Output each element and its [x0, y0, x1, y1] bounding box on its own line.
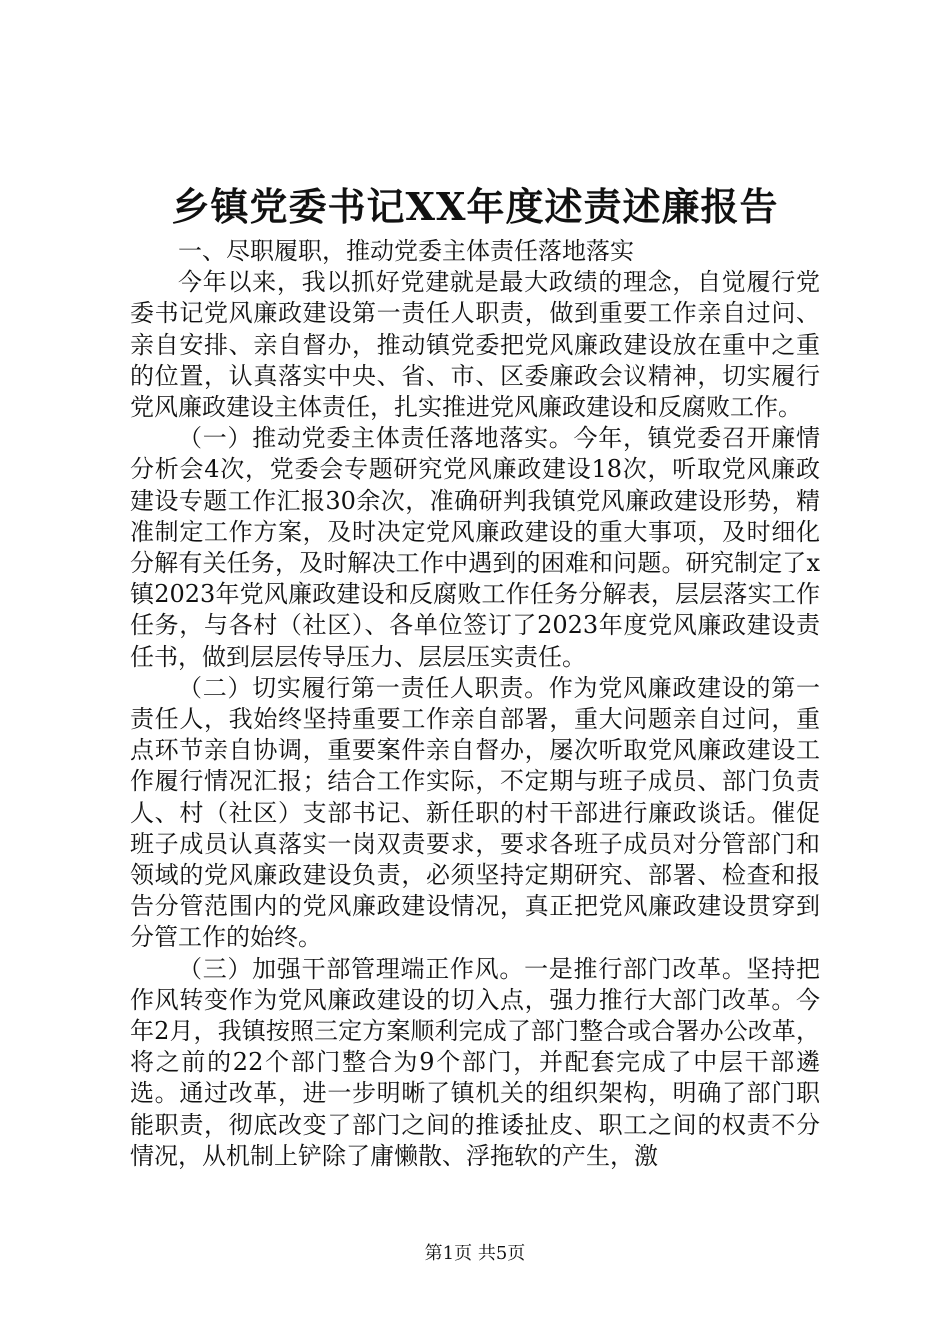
document-body — [130, 236, 820, 1172]
page-number-footer: 第1页 共5页 — [424, 1243, 526, 1264]
paragraph-item-3: （三）加强干部管理端正作风。一是推行部门改革。坚持把作风转变作为党风廉政建设的切入点，强力推行大部门改革。今年2月，我镇按照三定方案顺利完成了部门整合或合署办公改革，将之前的22个部门整合为9个部门，并配套完成了中层干部遴选。通过改革，进一步明晰了镇机关的组织架构，明确了部门职能职责，彻底改变了部门之间的推诿扯皮、职工之间的权责不分情况，从机制上铲除了庸懒散、浮拖软的产生，激 — [130, 954, 820, 1170]
section-heading: 一、尽职履职，推动党委主体责任落地落实 — [178, 237, 634, 265]
paragraph-item-2: （二）切实履行第一责任人职责。作为党风廉政建设的第一责任人，我始终坚持重要工作亲自部署，重大问题亲自过问，重点环节亲自协调，重要案件亲自督办，屡次听取党风廉政建设工作履行情况汇报；结合工作实际，不定期与班子成员、部门负责人、村（社区）支部书记、新任职的村干部进行廉政谈话。催促班子成员认真落实一岗双责要求，要求各班子成员对分管部门和领域的党风廉政建设负责，必须坚持定期研究、部署、检查和报告分管范围内的党风廉政建设情况，真正把党风廉政建设贯穿到分管工作的始终。 — [130, 673, 820, 952]
document-title: 乡镇党委书记XX年度述责述廉报告 — [171, 184, 779, 229]
paragraph-item-1: （一）推动党委主体责任落地落实。今年，镇党委召开廉情分析会4次，党委会专题研究党风廉政建设18次，听取党风廉政建设专题工作汇报30余次，准确研判我镇党风廉政建设形势，精准制定工作方案，及时决定党风廉政建设的重大事项，及时细化分解有关任务，及时解决工作中遇到的困难和问题。研究制定了x镇2023年党风廉政建设和反腐败工作任务分解表，层层落实工作任务，与各村（社区）、各单位签订了2023年度党风廉政建设责任书，做到层层传导压力、层层压实责任。 — [130, 424, 820, 671]
paragraph-intro: 今年以来，我以抓好党建就是最大政绩的理念，自觉履行党委书记党风廉政建设第一责任人职责，做到重要工作亲自过问、亲自安排、亲自督办，推动镇党委把党风廉政建设放在重中之重的位置，认真落实中央、省、市、区委廉政会议精神，切实履行党风廉政建设主体责任，扎实推进党风廉政建设和反腐败工作。 — [130, 268, 820, 422]
